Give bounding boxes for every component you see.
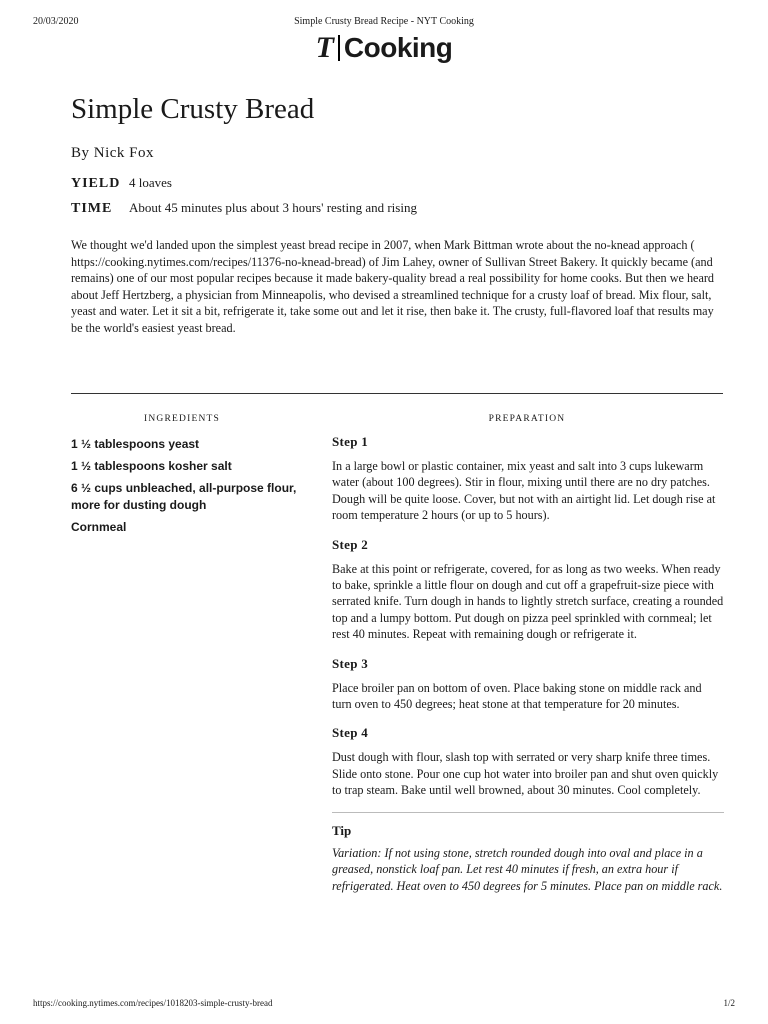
step-3	[332, 656, 724, 713]
recipe-title: Simple Crusty Bread	[71, 93, 315, 125]
ingredients-heading: INGREDIENTS	[144, 414, 220, 424]
ingredient-item: 1 ½ tablespoons yeast	[71, 437, 200, 451]
step-label: Step 3	[332, 655, 369, 671]
yield-label: YIELD	[71, 176, 121, 191]
step-label: Step 4	[332, 725, 369, 741]
print-header	[33, 16, 735, 30]
step-text: In a large bowl or plastic container, mix yeast and salt into 3 cups lukewarm water (about 100 degrees). Stir in flour, mixing until there are no dry patches. Dough will be quite loose. Cover, but not with an airtight lid. Let dough rise at room temperature 2 hours (or up to 5 hours).	[332, 459, 716, 523]
step-1	[332, 434, 724, 524]
step-text: Dust dough with flour, slash top with serrated or very sharp knife three times. Slide onto stone. Pour one cup hot water into broiler pan and shut oven quickly to trap steam. Bake until well browned, about 30 minutes. Cool completely.	[332, 750, 719, 798]
nyt-cooking-logo[interactable]	[0, 30, 768, 66]
step-2	[332, 537, 724, 643]
logo-divider	[338, 35, 340, 61]
step-label: Step 2	[332, 536, 369, 552]
step-label: Step 1	[332, 434, 369, 449]
recipe-tip	[332, 823, 724, 894]
recipe-byline[interactable]: By Nick Fox	[71, 145, 155, 161]
time-value: About 45 minutes plus about 3 hours' resting and rising	[129, 200, 417, 215]
print-page-title: Simple Crusty Bread Recipe - NYT Cooking	[294, 16, 474, 27]
print-page-number: 1/2	[723, 998, 735, 1008]
print-date: 20/03/2020	[33, 16, 79, 27]
recipe-time	[71, 200, 417, 217]
yield-value: 4 loaves	[129, 175, 172, 190]
recipe-intro: We thought we'd landed upon the simplest yeast bread recipe in 2007, when Mark Bittman wrote about the no-knead approach ( https://cooking.nytimes.com/recipes/11376-no-knead-bread) of Jim Lahey, owner of Sullivan Street Bakery. It quickly became (and remains) one of our most popular recipes because it made bakery-quality bread a real possibility for home cooks. But then we heard about Jeff Hertzberg, a physician from Minneapolis, who devised a streamlined technique for a crusty loaf of bread. Mix flour, salt, yeast and water. Let it sit a bit, refrigerate it, take some out and let it rise, then bake it. The crusty, full-flavored loaf that results may be the world's easiest yeast bread.	[71, 238, 715, 335]
ingredient-item: Cornmeal	[71, 520, 127, 534]
time-label: TIME	[71, 201, 113, 216]
tip-divider	[332, 812, 724, 813]
preparation-heading: PREPARATION	[488, 414, 566, 424]
section-divider	[71, 393, 723, 394]
nyt-t-logo-icon: T	[315, 31, 334, 64]
cooking-wordmark: Cooking	[343, 32, 453, 63]
step-text: Bake at this point or refrigerate, covered, for as long as two weeks. When ready to bake, sprinkle a little flour on dough and cut off a grapefruit-size piece with serrated knife. Turn dough in hands to lightly stretch surface, creating a rounded top and a lumpy bottom. Put dough on pizza peel sprinkled with cornmeal; let rest 40 minutes. Repeat with remaining dough or refrigerate it.	[332, 561, 724, 642]
step-text: Place broiler pan on bottom of oven. Place baking stone on middle rack and turn oven to 450 degrees; heat stone at that temperature for 20 minutes.	[332, 680, 702, 712]
preparation-steps	[332, 434, 724, 894]
ingredients-list	[71, 436, 301, 541]
tip-label: Tip	[332, 822, 352, 838]
ingredient-item: 1 ½ tablespoons kosher salt	[71, 459, 232, 473]
tip-text: Variation: If not using stone, stretch rounded dough into oval and place in a greased, nonstick loaf pan. Let rest 40 minutes if fresh, an extra hour if refrigerated. Heat oven to 450 degrees for 5 minutes. Place pan on middle rack.	[332, 845, 723, 893]
print-url: https://cooking.nytimes.com/recipes/1018203-simple-crusty-bread	[33, 998, 273, 1008]
ingredient-item: 6 ½ cups unbleached, all-purpose flour, more for dusting dough	[71, 481, 297, 512]
print-footer	[33, 998, 735, 1010]
step-4	[332, 725, 724, 798]
recipe-yield	[71, 175, 172, 192]
